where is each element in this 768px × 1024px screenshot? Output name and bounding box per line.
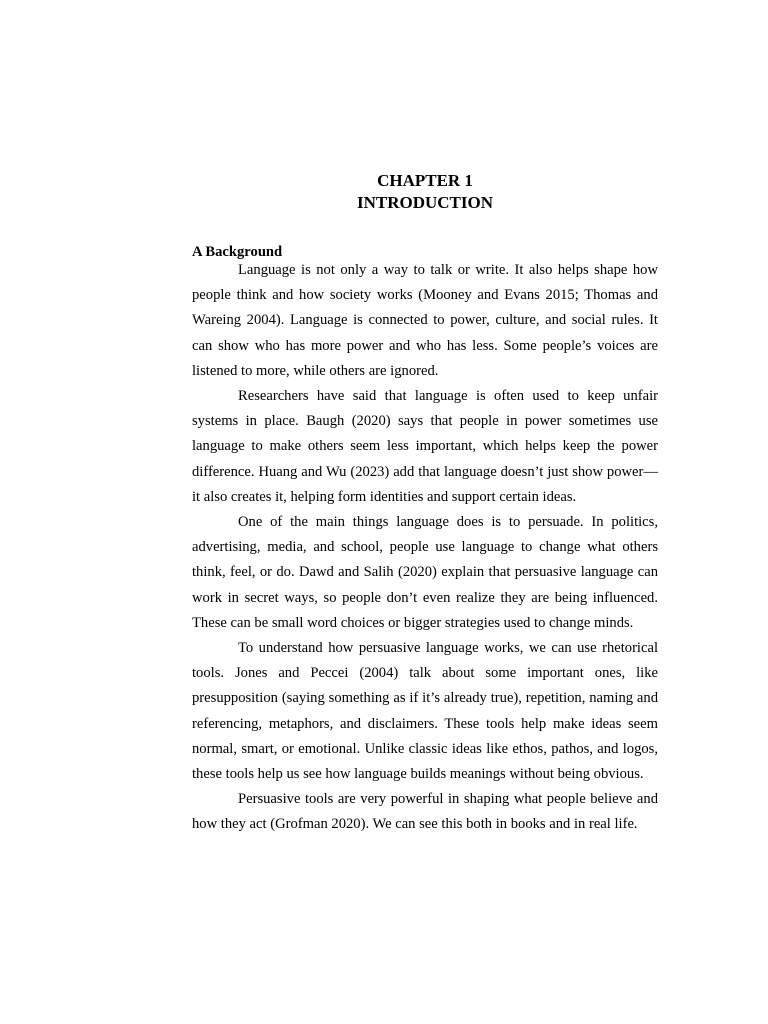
paragraph: One of the main things language does is to persuade. In politics, advertising, media, and school, people use language to change what others think, feel, or do. Dawd and Salih (2020) explain that persuasive language can work in secret ways, so people don’t even realize they are being influenced. These can be small word choices or bigger strategies used to change minds.: [192, 514, 658, 631]
section-heading: A Background: [192, 244, 283, 260]
chapter-number: CHAPTER 1: [377, 171, 473, 190]
paragraph: Researchers have said that language is often used to keep unfair systems in place. Baugh (2020) says that people in power sometimes use language to make others seem less important, which helps keep the power difference. Huang and Wu (2023) add that language doesn’t just show power—it also creates it, helping form identities and support certain ideas.: [192, 388, 658, 505]
paragraph: To understand how persuasive language works, we can use rhetorical tools. Jones and Peccei (2004) talk about some important ones, like presupposition (saying something as if it’s already true), repetition, naming and referencing, metaphors, and disclaimers. These tools help make ideas seem normal, smart, or emotional. Unlike classic ideas like ethos, pathos, and logos, these tools help us see how language builds meanings without being obvious.: [192, 640, 658, 783]
chapter-heading: [192, 170, 658, 214]
chapter-title: INTRODUCTION: [356, 193, 494, 212]
paragraph: Language is not only a way to talk or write. It also helps shape how people think and how society works (Mooney and Evans 2015; Thomas and Wareing 2004). Language is connected to power, culture, and social rules. It can show who has more power and who has less. Some people’s voices are listened to more, while others are ignored.: [192, 262, 658, 379]
paragraph: Persuasive tools are very powerful in shaping what people believe and how they act (Grofman 2020). We can see this both in books and in real life.: [192, 791, 658, 833]
chapter-body: [192, 242, 658, 838]
